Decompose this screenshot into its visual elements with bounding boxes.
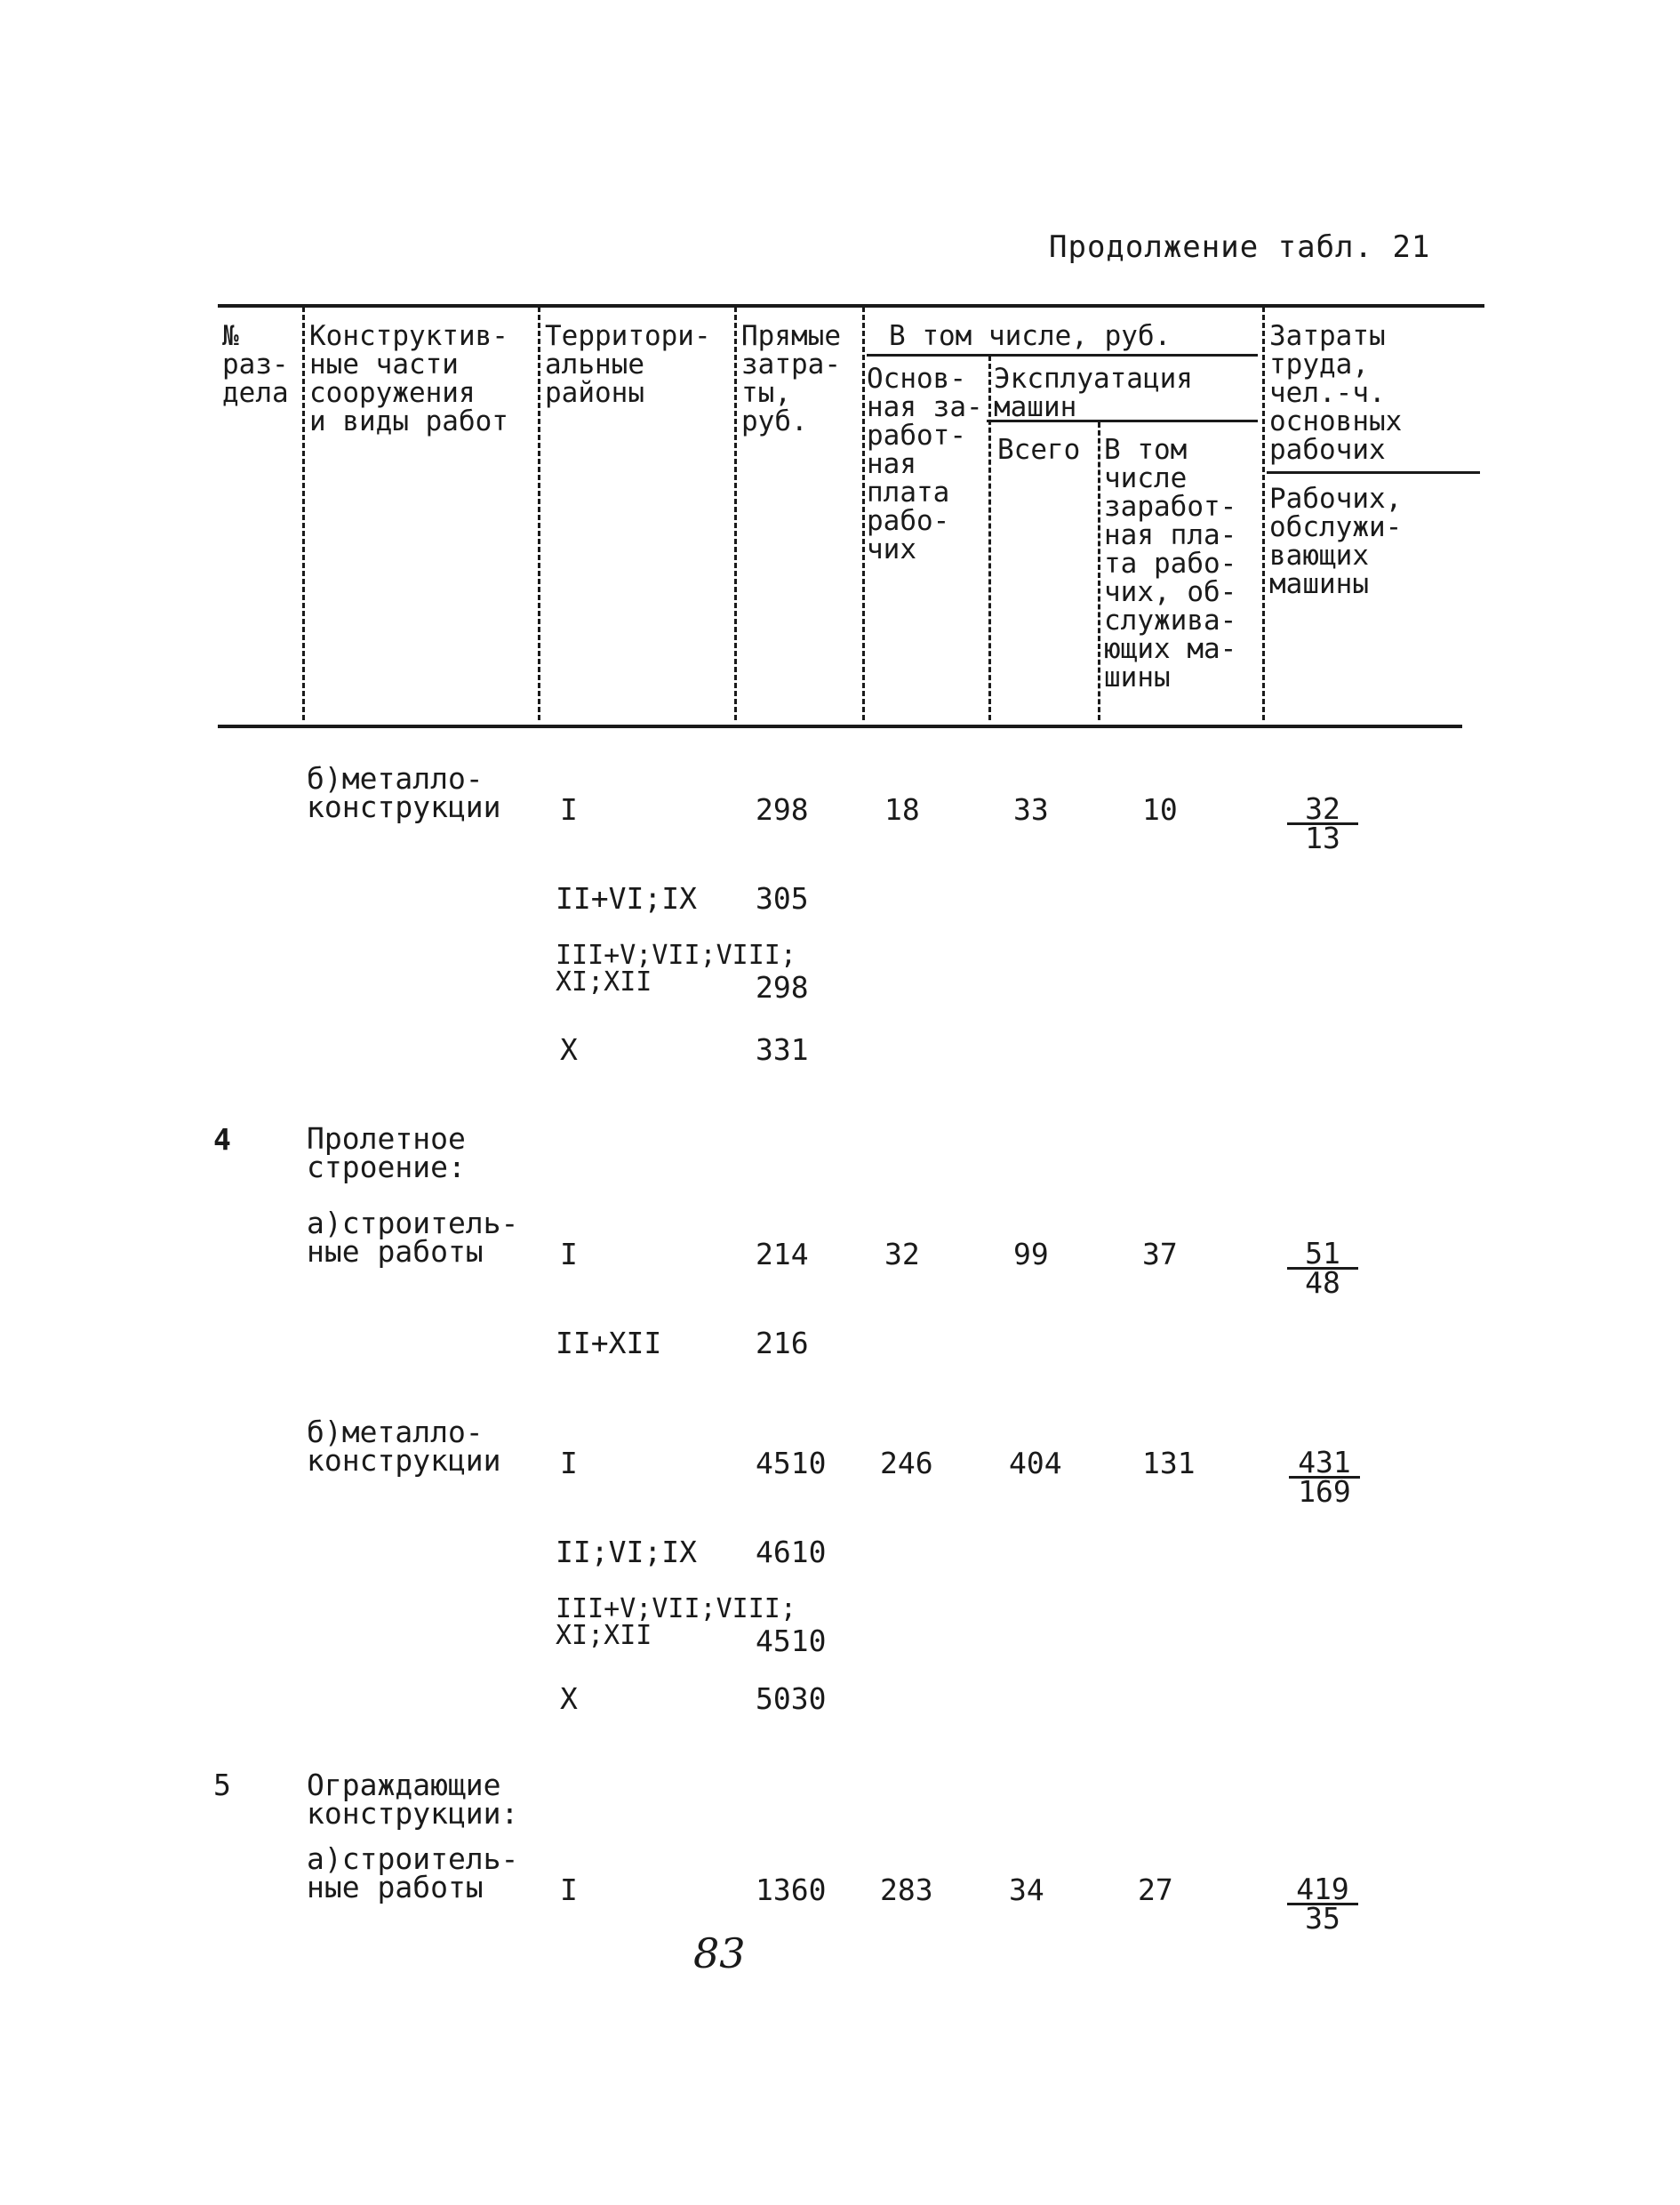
header-wage: Основ- ная за- работ- ная плата рабо- чих bbox=[867, 363, 983, 565]
header-labor-machines: Рабочих, обслужи- вающих машины bbox=[1269, 483, 1403, 600]
row-2-direct: 298 bbox=[756, 970, 809, 1005]
row-1-region: II+VI;IX bbox=[556, 881, 697, 916]
header-total: Всего bbox=[997, 434, 1081, 466]
header-machines: Эксплуатация машин bbox=[994, 363, 1193, 423]
row-12-labor-num: 419 bbox=[1287, 1876, 1358, 1905]
row-7-direct: 4510 bbox=[756, 1446, 827, 1480]
row-12-part: а)строитель- ные работы bbox=[307, 1841, 519, 1904]
header-bottom-rule bbox=[218, 725, 1462, 728]
header-incl-wage: В том числе заработ- ная пла- та рабо- чих, об- служива- ющих ма- шины bbox=[1104, 434, 1237, 694]
row-7-wage: 246 bbox=[880, 1446, 933, 1480]
row-0-region: I bbox=[560, 792, 578, 827]
row-5-part: а)строитель- ные работы bbox=[307, 1206, 519, 1269]
header-top-rule bbox=[218, 304, 1484, 308]
row-6-direct: 216 bbox=[756, 1326, 809, 1360]
row-5-direct: 214 bbox=[756, 1237, 809, 1271]
row-7-region: I bbox=[560, 1446, 578, 1480]
row-11-part: Ограждающие конструкции: bbox=[307, 1768, 519, 1831]
col-sep-1 bbox=[302, 307, 305, 720]
row-3-direct: 331 bbox=[756, 1032, 809, 1067]
row-7-labor bbox=[1289, 1445, 1360, 1509]
row-10-direct: 5030 bbox=[756, 1681, 827, 1716]
row-3-region: X bbox=[560, 1032, 578, 1067]
header-labor: Затраты труда, чел.-ч. основных рабочих bbox=[1269, 320, 1403, 466]
row-12-region: I bbox=[560, 1872, 578, 1907]
col-sep-2 bbox=[538, 307, 540, 720]
col-sep-4 bbox=[862, 307, 865, 720]
section-4-number: 4 bbox=[213, 1122, 231, 1157]
row-7-incl: 131 bbox=[1142, 1446, 1196, 1480]
row-7-labor-den: 169 bbox=[1298, 1474, 1351, 1509]
incl-underline bbox=[867, 354, 1258, 357]
row-7-labor-num: 431 bbox=[1289, 1449, 1360, 1479]
row-0-labor-den: 13 bbox=[1305, 821, 1340, 855]
header-razdel: № раз- дела bbox=[222, 320, 289, 409]
row-9-region: III+V;VII;VIII; XI;XII bbox=[556, 1593, 796, 1651]
row-1-direct: 305 bbox=[756, 881, 809, 916]
row-5-incl: 37 bbox=[1142, 1237, 1178, 1271]
row-4-part: Пролетное строение: bbox=[307, 1121, 466, 1184]
header-regions: Территори- альные районы bbox=[545, 320, 711, 409]
row-0-wage: 18 bbox=[884, 792, 920, 827]
col-sep-5 bbox=[988, 356, 991, 720]
row-0-labor-num: 32 bbox=[1287, 796, 1358, 825]
labor-divider bbox=[1267, 471, 1480, 474]
row-0-total: 33 bbox=[1013, 792, 1049, 827]
row-12-direct: 1360 bbox=[756, 1872, 827, 1907]
page-number: 83 bbox=[693, 1929, 746, 1977]
row-5-labor-den: 48 bbox=[1305, 1265, 1340, 1300]
row-12-incl: 27 bbox=[1138, 1872, 1173, 1907]
row-0-incl: 10 bbox=[1142, 792, 1178, 827]
table-continuation-caption: Продолжение табл. 21 bbox=[1049, 229, 1431, 265]
row-5-region: I bbox=[560, 1237, 578, 1271]
header-parts: Конструктив- ные части сооружения и виды работ bbox=[309, 320, 508, 437]
row-9-direct: 4510 bbox=[756, 1624, 827, 1658]
row-12-wage: 283 bbox=[880, 1872, 933, 1907]
row-0-direct: 298 bbox=[756, 792, 809, 827]
row-8-direct: 4610 bbox=[756, 1535, 827, 1569]
col-sep-6 bbox=[1098, 422, 1100, 720]
row-5-wage: 32 bbox=[884, 1237, 920, 1271]
section-5-number: 5 bbox=[213, 1768, 231, 1802]
row-7-total: 404 bbox=[1009, 1446, 1062, 1480]
row-5-labor-num: 51 bbox=[1287, 1240, 1358, 1270]
row-12-labor-den: 35 bbox=[1305, 1901, 1340, 1936]
header-direct: Прямые затра- ты, руб. bbox=[741, 320, 841, 437]
row-7-part: б)металло- конструкции bbox=[307, 1415, 501, 1478]
col-sep-3 bbox=[734, 307, 737, 720]
row-8-region: II;VI;IX bbox=[556, 1535, 697, 1569]
row-12-total: 34 bbox=[1009, 1872, 1044, 1907]
row-2-region: III+V;VII;VIII; XI;XII bbox=[556, 940, 796, 998]
row-0-labor bbox=[1287, 791, 1358, 855]
header-incl: В том числе, руб. bbox=[889, 320, 1172, 352]
row-12-labor bbox=[1287, 1872, 1358, 1936]
row-5-labor bbox=[1287, 1236, 1358, 1300]
col-sep-7 bbox=[1262, 307, 1265, 720]
row-5-total: 99 bbox=[1013, 1237, 1049, 1271]
row-0-part: б)металло- конструкции bbox=[307, 761, 501, 824]
row-6-region: II+XII bbox=[556, 1326, 662, 1360]
row-10-region: X bbox=[560, 1681, 578, 1716]
